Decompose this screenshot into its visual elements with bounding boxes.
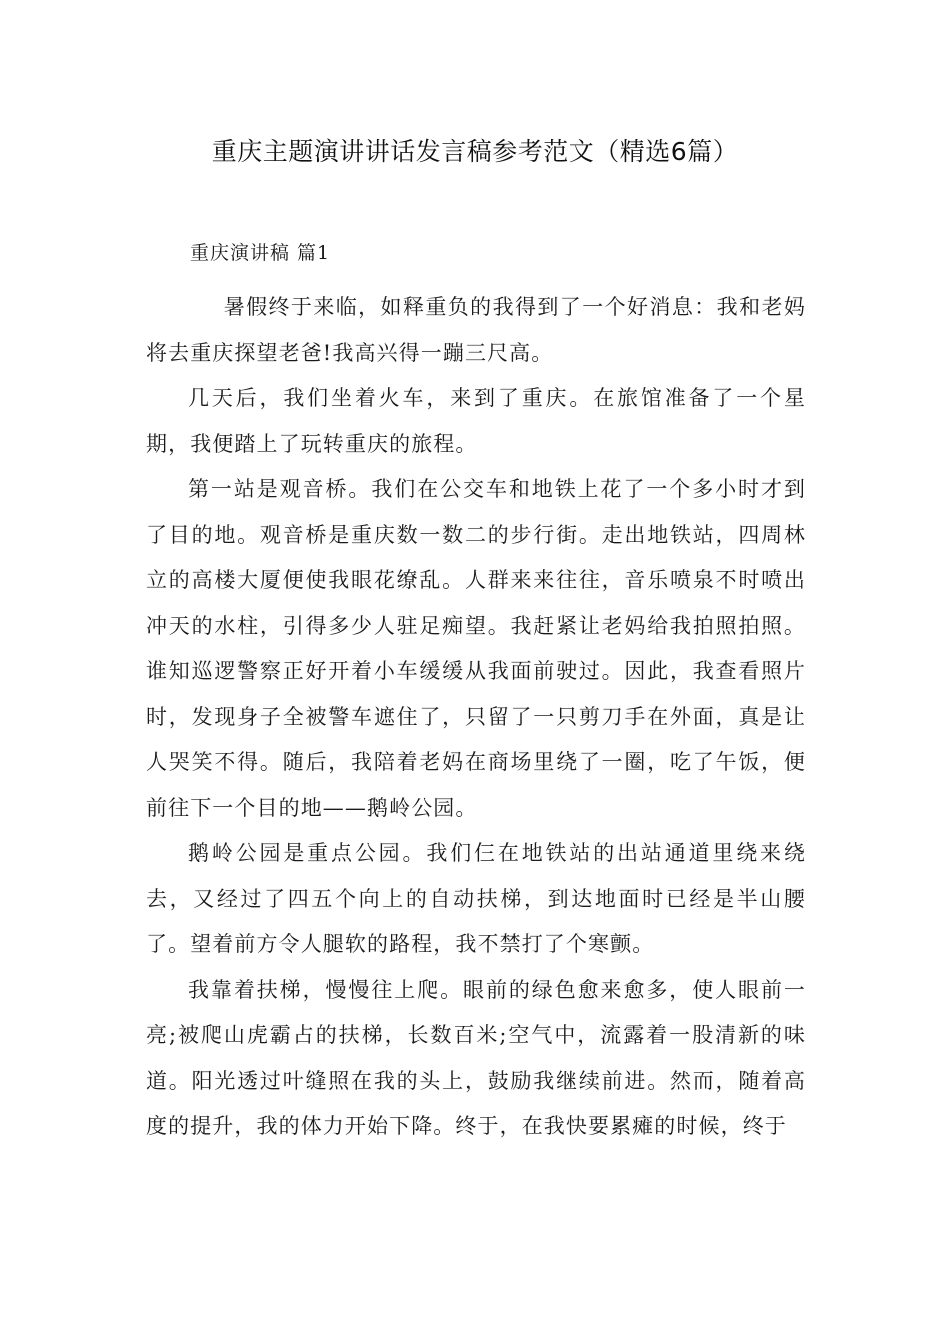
paragraph: 我靠着扶梯，慢慢往上爬。眼前的绿色愈来愈多，使人眼前一亮;被爬山虎霸占的扶梯，长数百米;空气中，流露着一股清新的味道。阳光透过叶缝照在我的头上，鼓励我继续前进。然而，随着高度的提升，我的体力开始下降。终于，在我快要累瘫的时候，终于 xyxy=(146,977,806,1138)
paragraph: 几天后，我们坐着火车，来到了重庆。在旅馆准备了一个星期，我便踏上了玩转重庆的旅程。 xyxy=(146,386,806,456)
section-heading: 重庆演讲稿 篇1 xyxy=(190,242,331,264)
paragraph: 暑假终于来临，如释重负的我得到了一个好消息：我和老妈将去重庆探望老爸!我高兴得一蹦三尺高。 xyxy=(146,295,806,365)
document-title: 重庆主题演讲讲话发言稿参考范文（精选6篇） xyxy=(211,137,739,166)
paragraph: 第一站是观音桥。我们在公交车和地铁上花了一个多小时才到了目的地。观音桥是重庆数一数二的步行街。走出地铁站，四周林立的高楼大厦便使我眼花缭乱。人群来来往往，音乐喷泉不时喷出冲天的水柱，引得多少人驻足痴望。我赶紧让老妈给我拍照拍照。谁知巡逻警察正好开着小车缓缓从我面前驶过。因此，我查看照片时，发现身子全被警车遮住了，只留了一只剪刀手在外面，真是让人哭笑不得。随后，我陪着老妈在商场里绕了一圈，吃了午饭，便前往下一个目的地——鹅岭公园。 xyxy=(146,477,806,820)
paragraph: 鹅岭公园是重点公园。我们仨在地铁站的出站通道里绕来绕去，又经过了四五个向上的自动扶梯，到达地面时已经是半山腰了。望着前方令人腿软的路程，我不禁打了个寒颤。 xyxy=(146,841,806,956)
document-body xyxy=(146,285,806,1150)
